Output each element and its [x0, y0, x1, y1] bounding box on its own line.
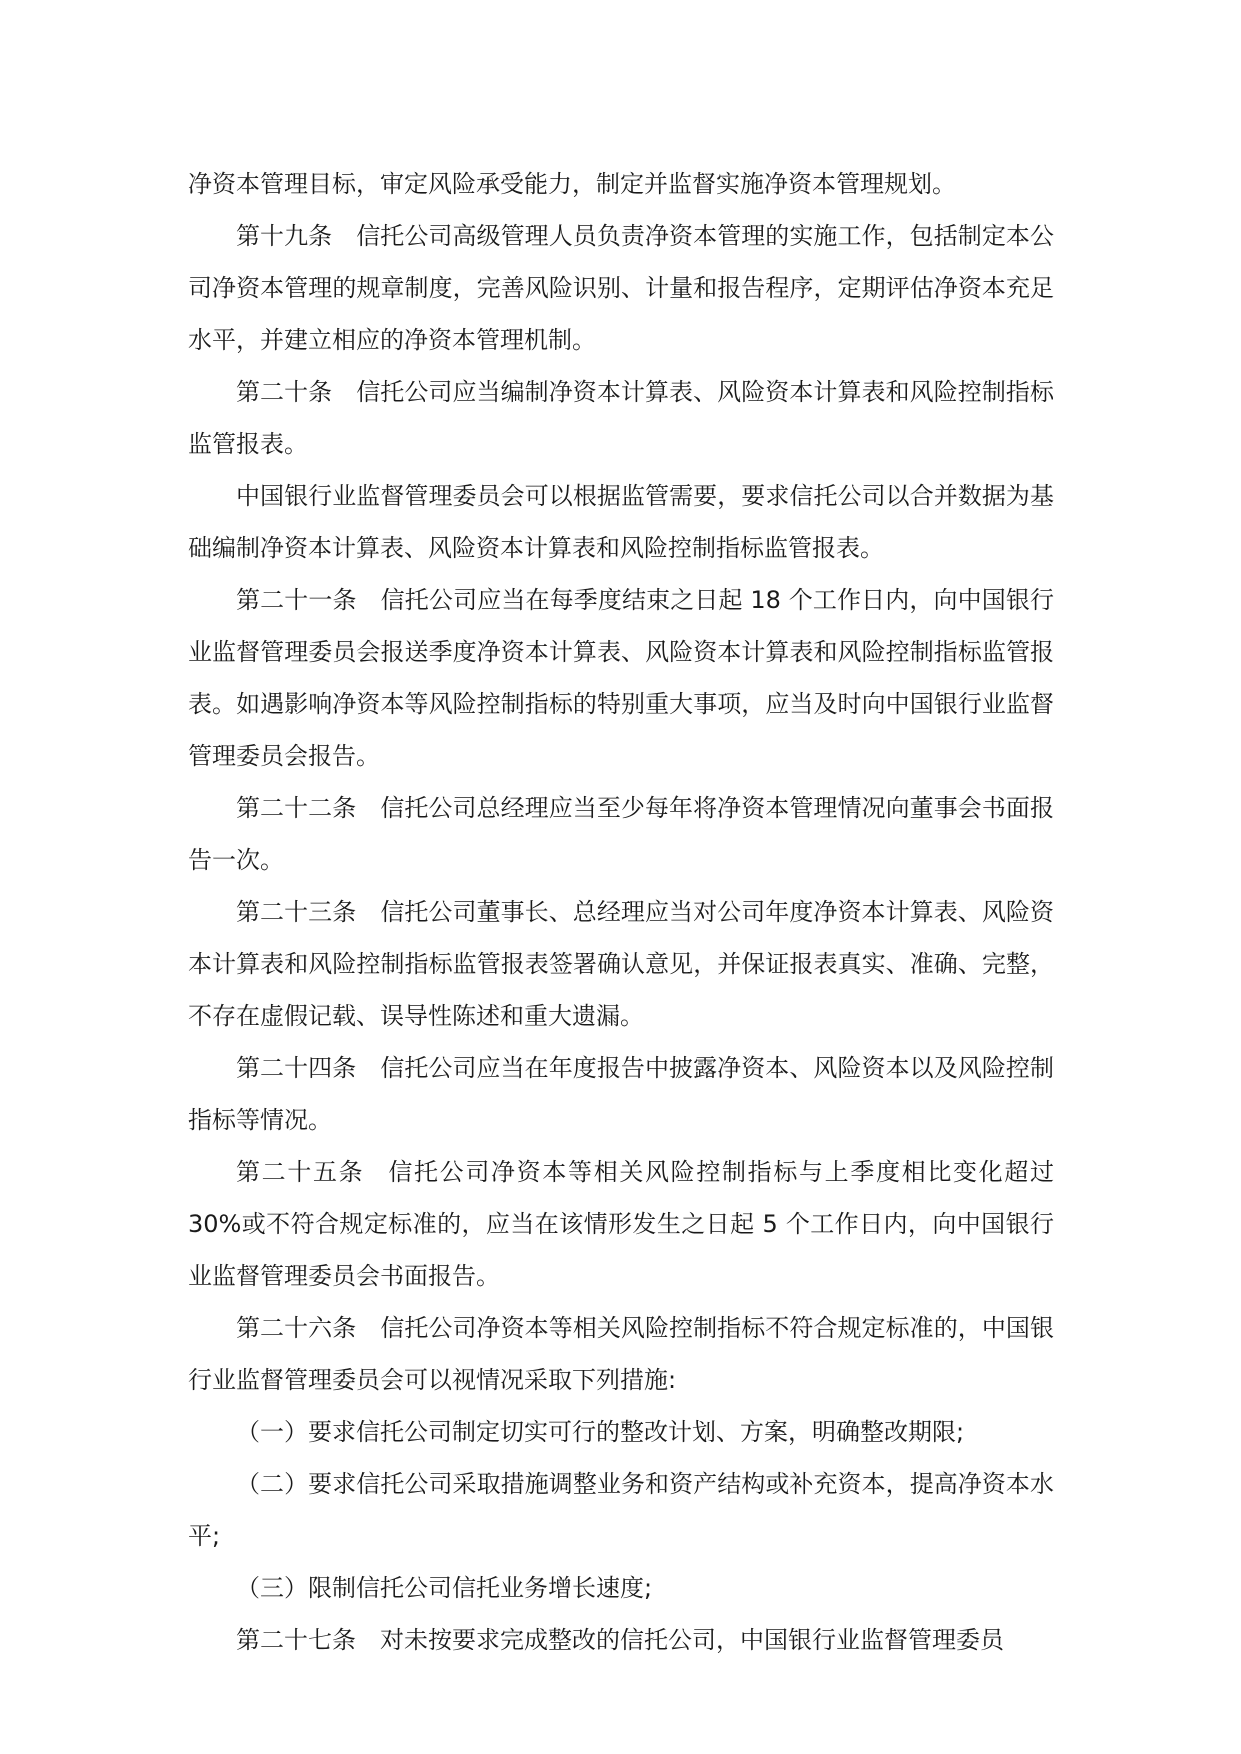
- article-24: [188, 1042, 1054, 1146]
- article-text: 信托公司应当编制净资本计算表、风险资本计算表和风险控制指标监管报表。: [188, 378, 1054, 458]
- article-text: 信托公司总经理应当至少每年将净资本管理情况向董事会书面报告一次。: [188, 794, 1054, 874]
- article-20-paragraph-2: 中国银行业监督管理委员会可以根据监管需要，要求信托公司以合并数据为基础编制净资本计算表、风险资本计算表和风险控制指标监管报表。: [188, 482, 1054, 562]
- article-number: 第二十三条: [236, 898, 357, 926]
- article-25: [188, 1146, 1054, 1302]
- article-number: 第十九条: [236, 222, 333, 250]
- article-text: 信托公司董事长、总经理应当对公司年度净资本计算表、风险资本计算表和风险控制指标监管报表签署确认意见，并保证报表真实、准确、完整，不存在虚假记载、误导性陈述和重大遗漏。: [188, 898, 1054, 1030]
- article-21: [188, 574, 1054, 782]
- article-number: 第二十条: [236, 378, 333, 406]
- article-text: 信托公司净资本等相关风险控制指标不符合规定标准的，中国银行业监督管理委员会可以视情况采取下列措施:: [188, 1314, 1054, 1394]
- article-23: [188, 886, 1054, 1042]
- article-number: 第二十四条: [236, 1054, 357, 1082]
- article-number: 第二十七条: [236, 1626, 356, 1654]
- article-27: [188, 1614, 1054, 1666]
- lead-in-paragraph: 净资本管理目标，审定风险承受能力，制定并监督实施净资本管理规划。: [188, 170, 956, 198]
- article-number: 第二十一条: [236, 586, 357, 614]
- measure-item-2: （二）要求信托公司采取措施调整业务和资产结构或补充资本，提高净资本水平;: [188, 1470, 1054, 1550]
- article-number: 第二十五条: [236, 1158, 365, 1186]
- article-20: [188, 366, 1054, 470]
- article-number: 第二十二条: [236, 794, 357, 822]
- article-26: [188, 1302, 1054, 1406]
- article-19: [188, 210, 1054, 366]
- document-body: [188, 158, 1054, 1666]
- article-number: 第二十六条: [236, 1314, 357, 1342]
- article-text: 信托公司净资本等相关风险控制指标与上季度相比变化超过 30%或不符合规定标准的，应当在该情形发生之日起 5 个工作日内，向中国银行业监督管理委员会书面报告。: [188, 1158, 1055, 1290]
- article-text: 信托公司应当在年度报告中披露净资本、风险资本以及风险控制指标等情况。: [188, 1054, 1054, 1134]
- measure-item-3: （三）限制信托公司信托业务增长速度;: [236, 1574, 653, 1602]
- article-text: 对未按要求完成整改的信托公司，中国银行业监督管理委员: [380, 1626, 1004, 1654]
- article-22: [188, 782, 1054, 886]
- article-text: 信托公司高级管理人员负责净资本管理的实施工作，包括制定本公司净资本管理的规章制度，完善风险识别、计量和报告程序，定期评估净资本充足水平，并建立相应的净资本管理机制。: [188, 222, 1054, 354]
- measure-item-1: （一）要求信托公司制定切实可行的整改计划、方案，明确整改期限;: [236, 1418, 965, 1446]
- article-text: 信托公司应当在每季度结束之日起 18 个工作日内，向中国银行业监督管理委员会报送季度净资本计算表、风险资本计算表和风险控制指标监管报表。如遇影响净资本等风险控制指标的特别重大事项，应当及时向中国银行业监督管理委员会报告。: [188, 586, 1055, 770]
